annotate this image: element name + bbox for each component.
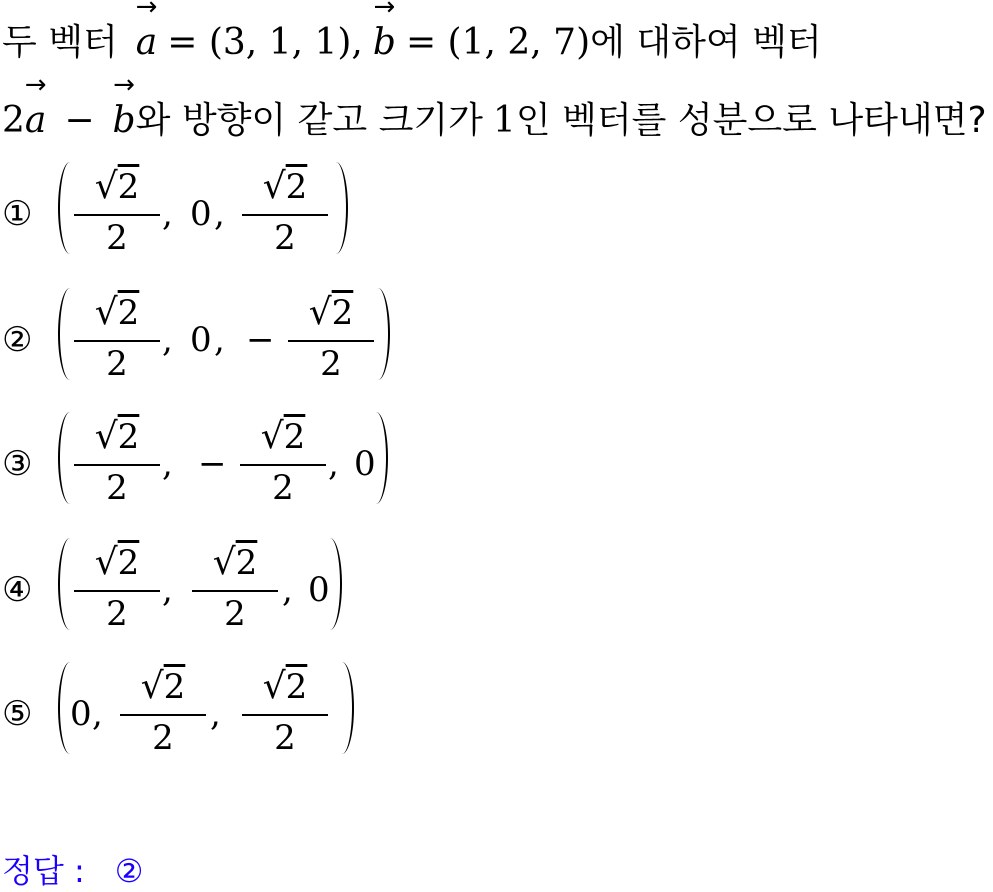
right-paren: [368, 412, 388, 504]
choice-number: ②: [2, 320, 33, 360]
vector-arrow-icon: →: [24, 70, 47, 100]
question-text: 인 벡터를 성분으로 나타내면?: [515, 100, 987, 141]
fraction: √2 2: [74, 286, 160, 382]
answer-label: 정답 :: [2, 852, 85, 890]
choice-5[interactable]: ⑤ 0 , √2 2 , √2 2: [0, 660, 500, 760]
question-text: 에 대하여 벡터: [590, 22, 822, 63]
vector-a: → a: [24, 70, 47, 141]
answer-value: ②: [114, 852, 144, 890]
choice-1[interactable]: ① √2 2 , 0 , √2 2: [0, 160, 500, 260]
fraction: √2 2: [242, 660, 328, 756]
fraction: √2 2: [192, 536, 278, 632]
minus-sign: −: [64, 100, 95, 141]
fraction: √2 2: [288, 286, 374, 382]
vector-b: → b: [373, 22, 396, 63]
fraction: √2 2: [242, 160, 328, 256]
right-paren: [370, 288, 390, 380]
answer-line: [2, 846, 143, 892]
choice-number: ①: [2, 194, 33, 234]
vector-b: → b: [112, 70, 136, 141]
coefficient: 2: [2, 100, 25, 141]
vector-b-components: = (1, 2, 7): [405, 22, 591, 63]
choice-number: ③: [2, 444, 33, 484]
magnitude-value: 1: [492, 100, 516, 141]
question-line-2: [2, 70, 987, 143]
vector-a: → a: [136, 22, 157, 63]
vector-arrow-icon: →: [113, 70, 135, 100]
fraction: √2 2: [74, 160, 160, 256]
right-paren: [328, 162, 348, 254]
fraction: √2 2: [120, 660, 206, 756]
question-line-1: [2, 0, 822, 65]
right-paren: [334, 662, 354, 754]
choice-number: ④: [2, 570, 33, 610]
fraction: √2 2: [74, 410, 160, 506]
choice-3[interactable]: ③ √2 2 , − √2 2 , 0: [0, 410, 500, 510]
question-text: 두 벡터: [2, 22, 118, 63]
question-text: 와 방향이 같고 크기가: [135, 100, 483, 141]
fraction: √2 2: [240, 410, 326, 506]
right-paren: [322, 538, 342, 630]
choice-number: ⑤: [2, 694, 33, 734]
choice-2[interactable]: ② √2 2 , 0 , − √2 2: [0, 286, 500, 386]
choice-4[interactable]: ④ √2 2 , √2 2 , 0: [0, 536, 500, 636]
vector-a-components: = (3, 1, 1),: [167, 22, 363, 63]
fraction: √2 2: [74, 536, 160, 632]
vector-arrow-icon: →: [373, 0, 396, 22]
vector-arrow-icon: →: [135, 0, 158, 22]
